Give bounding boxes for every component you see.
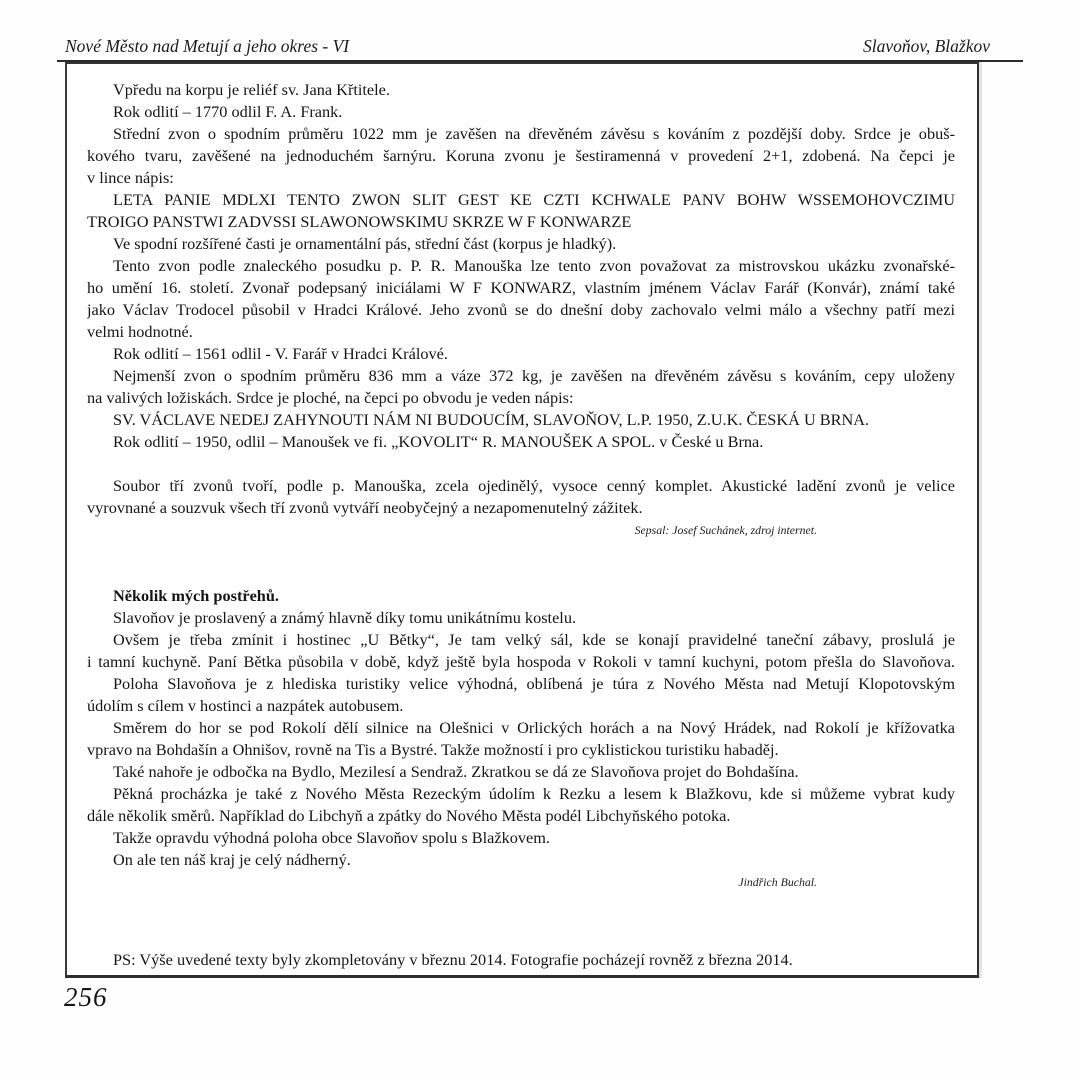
header-right-title: Slavoňov, Blažkov (863, 36, 990, 56)
text-line: Sepsal: Josef Suchánek, zdroj internet. (634, 523, 817, 537)
page-number: 256 (64, 982, 108, 1012)
text-line: Také nahoře je odbočka na Bydlo, Mezilesí a Sendraž. Zkratkou se dá ze Slavoňova projet do Bohdašína. (113, 762, 799, 781)
blank-line (87, 453, 955, 475)
text-line: ho umění 16. století. Zvonař podepsaný iniciálami W F KONWARZ, vlastním jménem Václav Farář (Konvár), známí také (87, 278, 955, 297)
text-line: jako Václav Trodocel působil v Hradci Králové. Jeho zvonů se do dnešní doby zachovalo velmi málo a všechny patří mezi (87, 300, 955, 319)
blank-line (87, 893, 955, 915)
text-line: Slavoňov je proslavený a známý hlavně díky tomu unikátnímu kostelu. (113, 608, 577, 627)
text-line: LETA PANIE MDLXI TENTO ZWON SLIT GEST KE CZTI KCHWALE PANV BOHW WSSEMOHOVCZIMU (113, 190, 955, 209)
text-line: On ale ten náš kraj je celý nádherný. (113, 850, 351, 869)
blank-line (87, 937, 955, 949)
body-text (87, 79, 955, 971)
text-line: Soubor tří zvonů tvoří, podle p. Manouška, zcela ojedinělý, vysoce cenný komplet. Akustické ladění zvonů je velice (113, 476, 955, 495)
text-line: Rok odlití – 1561 odlil - V. Farář v Hradci Králové. (113, 344, 448, 363)
text-line: TROIGO PANSTWI ZADVSSI SLAWONOWSKIMU SKRZE W F KONWARZE (87, 212, 632, 231)
blank-line (87, 915, 955, 937)
text-line: Rok odlití – 1770 odlil F. A. Frank. (113, 102, 343, 121)
text-line: Střední zvon o spodním průměru 1022 mm je zavěšen na dřevěném závěsu s kováním z pozdější doby. Srdce je obuš- (113, 124, 955, 143)
text-line: údolím s cílem v hostinci a nazpátek autobusem. (87, 696, 404, 715)
text-line: Ovšem je třeba zmínit i hostinec „U Bětky“, Je tam velký sál, kde se konají pravidelné taneční zábavy, proslulá je (113, 630, 955, 649)
text-line: PS: Výše uvedené texty byly zkompletovány v březnu 2014. Fotografie pocházejí rovněž z března 2014. (113, 950, 793, 969)
header-left-title: Nové Město nad Metují a jeho okres - VI (65, 36, 350, 56)
text-line: Tento zvon podle znaleckého posudku p. P. R. Manouška lze tento zvon považovat za mistrovskou ukázku zvonařské- (113, 256, 955, 275)
blank-line (87, 541, 955, 563)
text-line: Nejmenší zvon o spodním průměru 836 mm a váze 372 kg, je zavěšen na dřevěném závěsu s kováním, cepy uloženy (113, 366, 955, 385)
text-line: Rok odlití – 1950, odlil – Manoušek ve fi. „KOVOLIT“ R. MANOUŠEK A SPOL. v České u Brna. (113, 432, 764, 451)
text-line: vpravo na Bohdašín a Ohnišov, rovně na Tis a Bystré. Takže možností i pro cyklistickou turistiku habaděj. (87, 740, 779, 759)
text-line: Několik mých postřehů. (113, 586, 279, 605)
text-line: velmi hodnotné. (87, 322, 193, 341)
text-frame (65, 62, 979, 978)
text-line: Pěkná procházka je také z Nového Města Rezeckým údolím k Rezku a lesem k Blažkovu, kde si můžeme vybrat kudy (113, 784, 955, 803)
text-line: Jindřich Buchal. (738, 875, 817, 889)
text-line: Směrem do hor se pod Rokolí dělí silnice na Olešnici v Orlických horách a na Nový Hrádek, nad Rokolí je křížovatka (113, 718, 955, 737)
text-line: Takže opravdu výhodná poloha obce Slavoňov spolu s Blažkovem. (113, 828, 551, 847)
text-line: Ve spodní rozšířené časti je ornamentální pás, střední část (korpus je hladký). (113, 234, 617, 253)
text-line: kového tvaru, zavěšené na jednoduchém šarnýru. Koruna zvonu je šestiramenná v provedení 2+1, zdobená. Na čepci je (87, 146, 955, 165)
text-line: vyrovnané a souzvuk všech tří zvonů vytváří neobyčejný a nezapomenutelný zážitek. (87, 498, 643, 517)
text-line: Poloha Slavoňova je z hlediska turistiky velice výhodná, oblíbená je túra z Nového Města nad Metují Klopotovským (113, 674, 955, 693)
text-line: dále několik směrů. Například do Libchyň a zpátky do Nového Města podél Libchyňského potoka. (87, 806, 731, 825)
text-line: v lince nápis: (87, 168, 174, 187)
text-line: SV. VÁCLAVE NEDEJ ZAHYNOUTI NÁM NI BUDOUCÍM, SLAVOŇOV, L.P. 1950, Z.U.K. ČESKÁ U BRNA. (113, 410, 870, 429)
page-header (65, 36, 990, 57)
text-line: Vpředu na korpu je reliéf sv. Jana Křtitele. (113, 80, 390, 99)
text-line: i tamní kuchyně. Paní Bětka působila v době, když ještě byla hospoda v Rokoli v tamní kuchyni, potom přešla do Slavoňova. (87, 652, 955, 671)
blank-line (87, 563, 955, 585)
text-line: na valivých ložiskách. Srdce je ploché, na čepci po obvodu je veden nápis: (87, 388, 574, 407)
